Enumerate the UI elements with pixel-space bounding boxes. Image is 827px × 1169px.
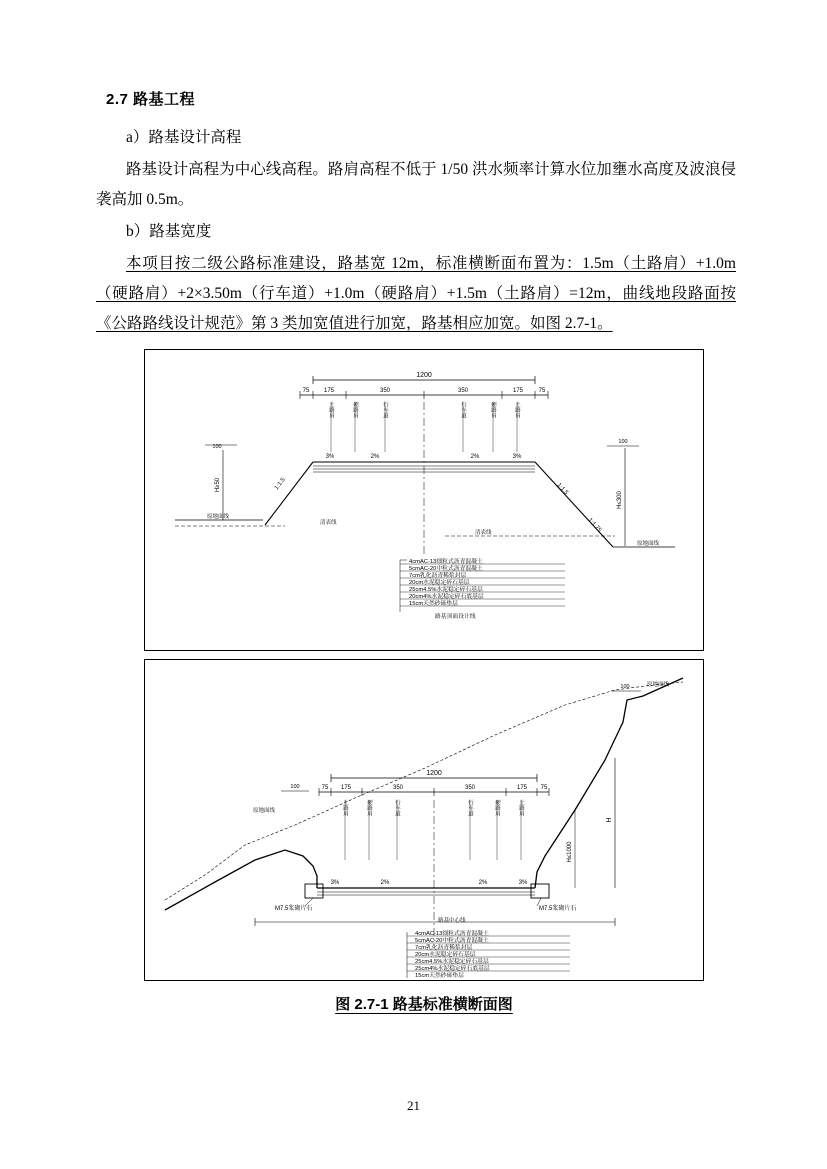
pavement-layer-list xyxy=(400,557,565,607)
slope-right-label: 1:1.5 xyxy=(555,482,569,497)
ground-label-b-left: 原地面线 xyxy=(253,808,276,814)
dim-total-label: 1200 xyxy=(416,372,432,379)
col-label-b-right-3: 土路肩 xyxy=(518,799,524,817)
pavement-layer-b-5: 25cm4.5%水泥稳定碎石基层 xyxy=(415,959,489,965)
ground-label-left: 原地面线 xyxy=(207,514,230,520)
pavement-layer-b-1: 4cmAC-13细粒式沥青混凝土 xyxy=(415,931,489,937)
col-label-right-1: 行车道 xyxy=(460,401,466,419)
pavement-layer-3: 7cm乳化沥青稀浆封层 xyxy=(409,573,467,579)
height-right-label: H≤300 xyxy=(617,491,623,509)
dim-seg-4: 350 xyxy=(457,388,469,394)
bottom-note-top-figure: 路基顶面设计线 xyxy=(435,614,476,620)
col-label-b-left-2: 硬路肩 xyxy=(366,799,372,817)
figure-caption: 图 2.7-1 路基标准横断面图 xyxy=(335,996,513,1013)
slope-left-label: 1:1.5 xyxy=(273,477,287,492)
crossfall-b-left-shoulder: 3% xyxy=(330,880,340,886)
col-label-b-right-2: 硬路肩 xyxy=(494,799,500,817)
ground-label-right: 原地面线 xyxy=(637,541,660,547)
pavement-layer-b-7: 15cm天然砂砾垫层 xyxy=(415,973,464,978)
wall-label-left: M7.5浆砌片石 xyxy=(275,906,313,912)
height-b-range: H≤1000 xyxy=(567,841,573,863)
edge-mark-b-right: 100 xyxy=(620,684,630,690)
pavement-layer-b-3: 7cm乳化沥青稀浆封层 xyxy=(415,945,473,951)
clearing-label-left: 清表线 xyxy=(320,520,337,526)
crossfall-right-shoulder: 3% xyxy=(512,454,522,460)
col-label-left-1: 土路肩 xyxy=(328,401,334,419)
dim-seg-6: 75 xyxy=(538,388,546,394)
figure-cutting-cross-section xyxy=(144,659,704,981)
ground-label-b-right: 原地面线 xyxy=(647,682,670,688)
height-left-label: H≥50 xyxy=(215,477,221,493)
crossfall-right-lane: 2% xyxy=(470,454,480,460)
col-label-left-3: 行车道 xyxy=(382,401,388,419)
col-label-left-2: 硬路肩 xyxy=(352,401,358,419)
clearing-label-right: 清表线 xyxy=(475,530,492,536)
page-number: 21 xyxy=(407,1098,420,1113)
col-label-right-3: 土路肩 xyxy=(514,401,520,419)
paragraph-b-title: b）路基宽度 xyxy=(126,223,212,240)
dim-total-bottom: 1200 xyxy=(426,770,442,777)
pavement-layer-list-bottom xyxy=(407,929,570,978)
slope-right-label-2: 1:1.75 xyxy=(586,517,603,534)
figure-embankment-cross-section xyxy=(144,349,704,651)
paragraph-a-body: 路基设计高程为中心线高程。路肩高程不低于 1/50 洪水频率计算水位加壅水高度及波浪侵袭高加 0.5m。 xyxy=(96,161,736,208)
dim-seg-b-4: 350 xyxy=(464,785,476,791)
dim-seg-b-3: 350 xyxy=(392,785,404,791)
pavement-layer-7: 15cm天然砂砾垫层 xyxy=(409,601,458,607)
dim-seg-2: 175 xyxy=(323,388,335,394)
edge-mark-right: 100 xyxy=(618,439,628,445)
pavement-layer-b-6: 25cm4%水泥稳定碎石底基层 xyxy=(415,966,490,972)
crossfall-left-lane: 2% xyxy=(370,454,380,460)
dim-seg-b-1: 75 xyxy=(321,785,329,791)
col-label-b-right-1: 行车道 xyxy=(467,799,473,817)
pavement-layer-b-4: 20cm水泥稳定碎石基层 xyxy=(415,952,476,958)
wall-label-right: M7.5浆砌片石 xyxy=(539,906,577,912)
dim-seg-3: 350 xyxy=(379,388,391,394)
crossfall-left-shoulder: 3% xyxy=(325,454,335,460)
paragraph-a-title: a）路基设计高程 xyxy=(126,129,242,146)
pavement-layer-4: 20cm水泥稳定碎石基层 xyxy=(409,580,470,586)
figure-2-7-1 xyxy=(144,349,704,1014)
col-label-right-2: 硬路肩 xyxy=(490,401,496,419)
center-label-bottom: 路基中心线 xyxy=(438,918,466,924)
pavement-layer-6: 20cm4%水泥稳定碎石底基层 xyxy=(409,594,484,600)
cutting-drawing xyxy=(145,660,703,978)
crossfall-b-right-shoulder: 3% xyxy=(518,880,528,886)
pavement-layer-2: 5cmAC-20中粒式沥青混凝土 xyxy=(409,566,483,572)
edge-mark-b-left: 100 xyxy=(290,784,300,790)
page-content xyxy=(96,88,736,1014)
dim-seg-b-5: 175 xyxy=(516,785,528,791)
dim-seg-b-6: 75 xyxy=(540,785,548,791)
col-label-b-left-1: 土路肩 xyxy=(342,799,348,817)
section-heading: 2.7 路基工程 xyxy=(106,91,196,108)
dim-seg-5: 175 xyxy=(512,388,524,394)
dim-seg-b-2: 175 xyxy=(340,785,352,791)
height-b-label: H xyxy=(606,817,613,823)
pavement-layer-1: 4cmAC-13细粒式沥青混凝土 xyxy=(409,559,483,565)
edge-mark-left: 100 xyxy=(212,444,222,450)
dim-seg-1: 75 xyxy=(302,388,310,394)
crossfall-b-right-lane: 2% xyxy=(478,880,488,886)
crossfall-b-left-lane: 2% xyxy=(380,880,390,886)
pavement-layer-5: 25cm4.5%水泥稳定碎石基层 xyxy=(409,587,483,593)
pavement-layer-b-2: 5cmAC-20中粒式沥青混凝土 xyxy=(415,938,489,944)
embankment-drawing xyxy=(145,350,703,648)
paragraph-b-body: 本项目按二级公路标准建设，路基宽 12m，标准横断面布置为：1.5m（土路肩）+1.0m（硬路肩）+2×3.50m（行车道）+1.0m（硬路肩）+1.5m（土路肩）=12m，曲线地段路面按《公路路线设计规范》第 3 类加宽值进行加宽，路基相应加宽。如图 2.7-1。 xyxy=(96,255,736,332)
col-label-b-left-3: 行车道 xyxy=(394,799,400,817)
